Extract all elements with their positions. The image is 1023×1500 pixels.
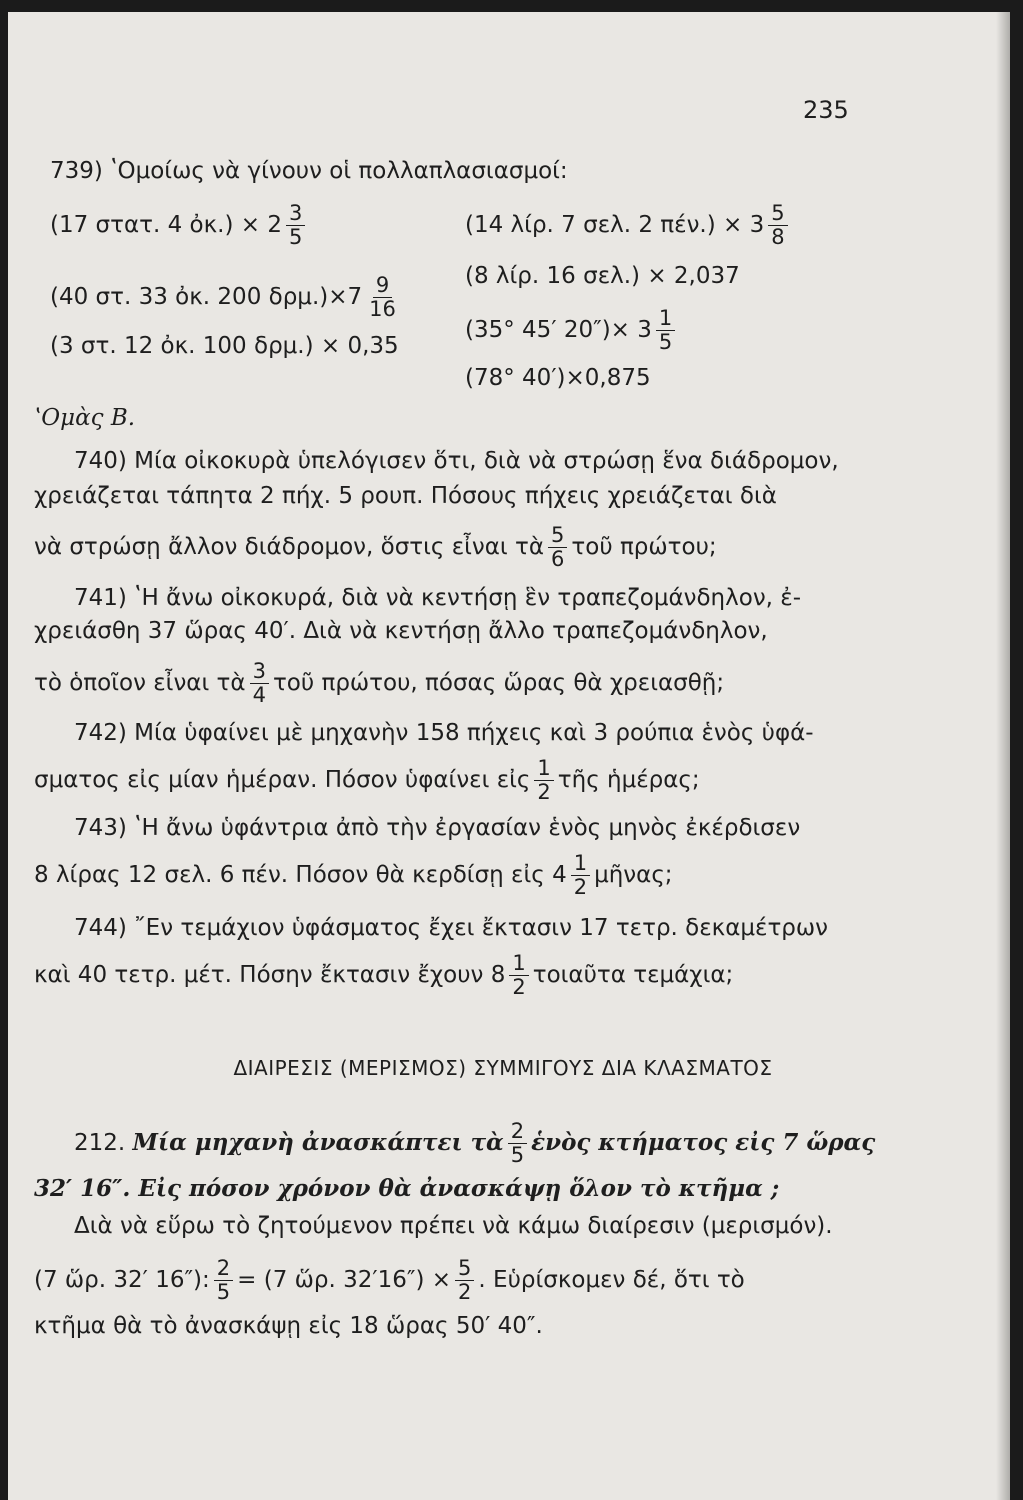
expr-text: (35° 45′ 20″)× 3	[465, 317, 652, 343]
denominator: 5	[510, 1143, 525, 1167]
ex739-b3	[465, 307, 679, 354]
ex741-line3	[34, 660, 724, 707]
denominator: 5	[658, 330, 673, 354]
text: καὶ 40 τετρ. μέτ. Πόσην ἔκτασιν ἔχουν 8	[34, 962, 506, 988]
ex742-line1: 742) Μία ὑφαίνει μὲ μηχανὴν 158 πήχεις καὶ 3 ρούπια ἑνὸς ὑφά-	[74, 720, 814, 746]
fraction	[366, 274, 399, 321]
ex743-line1: 743) ʽΗ ἄνω ὑφάντρια ἀπὸ τὴν ἐργασίαν ἑνὸς μηνὸς ἐκέρδισεν	[74, 815, 801, 841]
fraction	[286, 202, 305, 249]
denominator: 2	[573, 875, 588, 899]
numerator: 3	[286, 202, 305, 226]
text: ἑνὸς κτήματος εἰς 7 ὥρας	[531, 1129, 876, 1156]
p212-line3: Διὰ νὰ εὕρω τὸ ζητούμενον πρέπει νὰ κάμω διαίρεσιν (μερισμόν).	[74, 1213, 833, 1239]
numerator: 3	[250, 660, 269, 684]
page-number: 235	[803, 96, 849, 124]
text: νὰ στρώσῃ ἄλλον διάδρομον, ὅστις εἶναι τὰ	[34, 534, 545, 560]
text: 8 λίρας 12 σελ. 6 πέν. Πόσον θὰ κερδίσῃ εἰς 4	[34, 862, 567, 888]
numerator: 1	[534, 757, 553, 781]
text: μῆνας;	[594, 862, 673, 888]
ex739-a2	[50, 274, 403, 321]
fraction	[656, 307, 675, 354]
numerator: 5	[548, 524, 567, 548]
denominator: 8	[771, 225, 785, 249]
text: σματος εἰς μίαν ἡμέραν. Πόσον ὑφαίνει εἰς	[34, 767, 531, 793]
denominator: 4	[252, 683, 266, 707]
ex739-b2: (8 λίρ. 16 σελ.) × 2,037	[465, 263, 740, 289]
numerator: 5	[455, 1257, 474, 1281]
ex741-line2: χρειάσθη 37 ὥρας 40′. Διὰ νὰ κεντήσῃ ἄλλο τραπεζομάνδηλον,	[34, 618, 768, 644]
p212-line5: κτῆμα θὰ τὸ ἀνασκάψῃ εἰς 18 ὥρας 50′ 40″.	[34, 1313, 543, 1339]
text: τοῦ πρώτου, πόσας ὥρας θὰ χρειασθῇ;	[272, 670, 725, 696]
text: τῆς ἡμέρας;	[557, 767, 700, 793]
fraction	[455, 1257, 474, 1304]
fraction	[250, 660, 269, 707]
denominator: 5	[216, 1280, 231, 1304]
numerator: 9	[373, 274, 392, 298]
fraction	[509, 952, 528, 999]
ex740-line1: 740) Μία οἰκοκυρὰ ὑπελόγισεν ὅτι, διὰ νὰ στρώσῃ ἕνα διάδρομον,	[74, 448, 839, 474]
book-page	[8, 12, 1010, 1500]
fraction	[508, 1120, 527, 1167]
denominator: 5	[289, 225, 303, 249]
expr-text: (17 στατ. 4 ὀκ.) × 2	[50, 212, 282, 238]
numerator: 2	[214, 1257, 233, 1281]
p212-line2: 32′ 16″. Εἰς πόσον χρόνον θὰ ἀνασκάψῃ ὅλον τὸ κτῆμα ;	[34, 1175, 780, 1202]
numerator: 1	[509, 952, 528, 976]
denominator: 6	[551, 547, 565, 571]
section-title: ΔΙΑΙΡΕΣΙΣ (ΜΕΡΙΣΜΟΣ) ΣΥΜΜΙΓΟΥΣ ΔΙΑ ΚΛΑΣΜΑΤΟΣ	[233, 1056, 773, 1080]
denominator: 16	[369, 297, 396, 321]
ex739-b4: (78° 40′)×0,875	[465, 365, 651, 391]
ex741-line1: 741) ʽΗ ἄνω οἰκοκυρά, διὰ νὰ κεντήσῃ ἓν τραπεζομάνδηλον, ἐ-	[74, 585, 802, 611]
ex743-line2	[34, 852, 673, 899]
ex742-line2	[34, 757, 700, 804]
text: Μία μηχανὴ ἀνασκάπτει τὰ	[132, 1129, 504, 1156]
text: τὸ ὁποῖον εἶναι τὰ	[34, 670, 246, 696]
p212-line1	[74, 1120, 875, 1167]
fraction	[534, 757, 553, 804]
fraction	[768, 202, 787, 249]
denominator: 2	[537, 780, 551, 804]
fraction	[548, 524, 567, 571]
expr-text: (40 στ. 33 ὀκ. 200 δρμ.)×7	[50, 284, 363, 310]
group-heading: ʽΟμὰς Β.	[34, 405, 136, 431]
ex740-line2: χρειάζεται τάπητα 2 πήχ. 5 ρουπ. Πόσους πήχεις χρειάζεται διὰ	[34, 483, 777, 509]
text: τοιαῦτα τεμάχια;	[532, 962, 734, 988]
text: τοῦ πρώτου;	[571, 534, 717, 560]
ex744-line1: 744) ῎Εν τεμάχιον ὑφάσματος ἔχει ἔκτασιν 17 τετρ. δεκαμέτρων	[74, 915, 829, 941]
paragraph-number: 212.	[74, 1130, 126, 1156]
numerator: 1	[656, 307, 675, 331]
numerator: 2	[508, 1120, 527, 1144]
ex740-line3	[34, 524, 717, 571]
text: = (7 ὥρ. 32′16″) ×	[237, 1267, 452, 1293]
ex739-b1	[465, 202, 792, 249]
numerator: 1	[571, 852, 590, 876]
numerator: 5	[768, 202, 787, 226]
denominator: 2	[512, 975, 526, 999]
denominator: 2	[458, 1280, 472, 1304]
fraction	[214, 1257, 233, 1304]
text: . Εὑρίσκομεν δέ, ὅτι τὸ	[478, 1267, 745, 1293]
expr-text: (14 λίρ. 7 σελ. 2 πέν.) × 3	[465, 212, 765, 238]
text: (7 ὥρ. 32′ 16″):	[34, 1267, 210, 1293]
fraction	[571, 852, 590, 899]
ex739-a1	[50, 202, 309, 249]
p212-line4	[34, 1257, 745, 1304]
ex739-intro: 739) ʽΟμοίως νὰ γίνουν οἱ πολλαπλασιασμοί:	[50, 158, 568, 184]
ex744-line2	[34, 952, 733, 999]
ex739-a3: (3 στ. 12 ὀκ. 100 δρμ.) × 0,35	[50, 333, 399, 359]
